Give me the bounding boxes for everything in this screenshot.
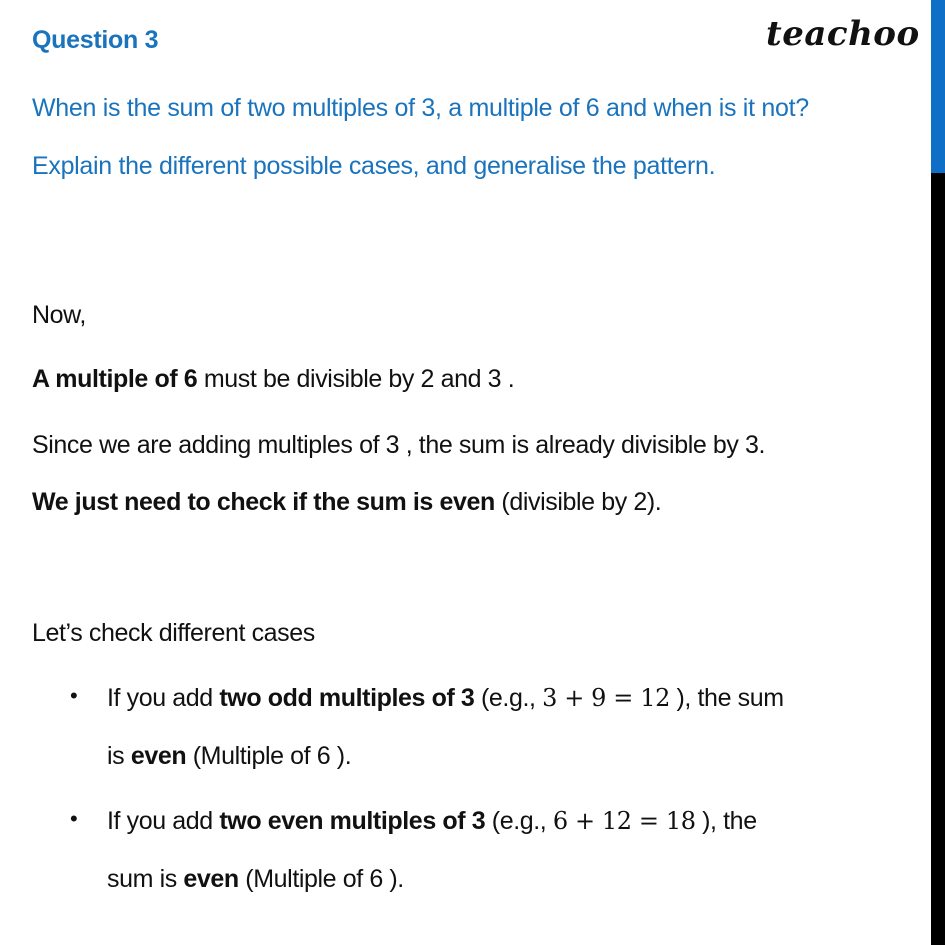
side-accent-bar-blue: [931, 0, 945, 173]
check-bold: We just need to check if the sum is even: [32, 488, 495, 516]
rule-rest: must be divisible by 2 and 3 .: [197, 365, 515, 393]
case-even-math: 6 + 12 = 18: [552, 807, 696, 835]
side-accent-bar-black: [931, 173, 945, 945]
rule-bold: A multiple of 6: [32, 365, 198, 393]
now-line: Now,: [32, 301, 86, 329]
teachoo-logo: teachoo: [766, 14, 920, 54]
bullet-icon: •: [70, 806, 78, 831]
question-title: Question 3: [32, 26, 159, 54]
case-odd-line1: If you add two odd multiples of 3 (e.g., 3 + 9 = 12 ), the sum: [107, 684, 784, 712]
bullet-icon: •: [70, 683, 78, 708]
case-even-line2: sum is even (Multiple of 6 ).: [107, 865, 404, 893]
check-rest: (divisible by 2).: [494, 488, 662, 516]
case-odd-bold: two odd multiples of 3: [219, 684, 475, 712]
question-text: When is the sum of two multiples of 3, a multiple of 6 and when is it not? Explain the different possible cases, and generalise the pattern.: [32, 94, 809, 180]
case-even-line1: If you add two even multiples of 3 (e.g., 6 + 12 = 18 ), the: [107, 807, 757, 835]
case-odd-line2: is even (Multiple of 6 ).: [107, 742, 352, 770]
cases-intro: Let’s check different cases: [32, 619, 315, 647]
case-odd-math: 3 + 9 = 12: [542, 684, 670, 712]
since-line: Since we are adding multiples of 3 , the sum is already divisible by 3.: [32, 431, 766, 459]
rule-line: [32, 361, 514, 397]
check-line: [32, 484, 661, 520]
case-even-bold: two even multiples of 3: [219, 807, 486, 835]
